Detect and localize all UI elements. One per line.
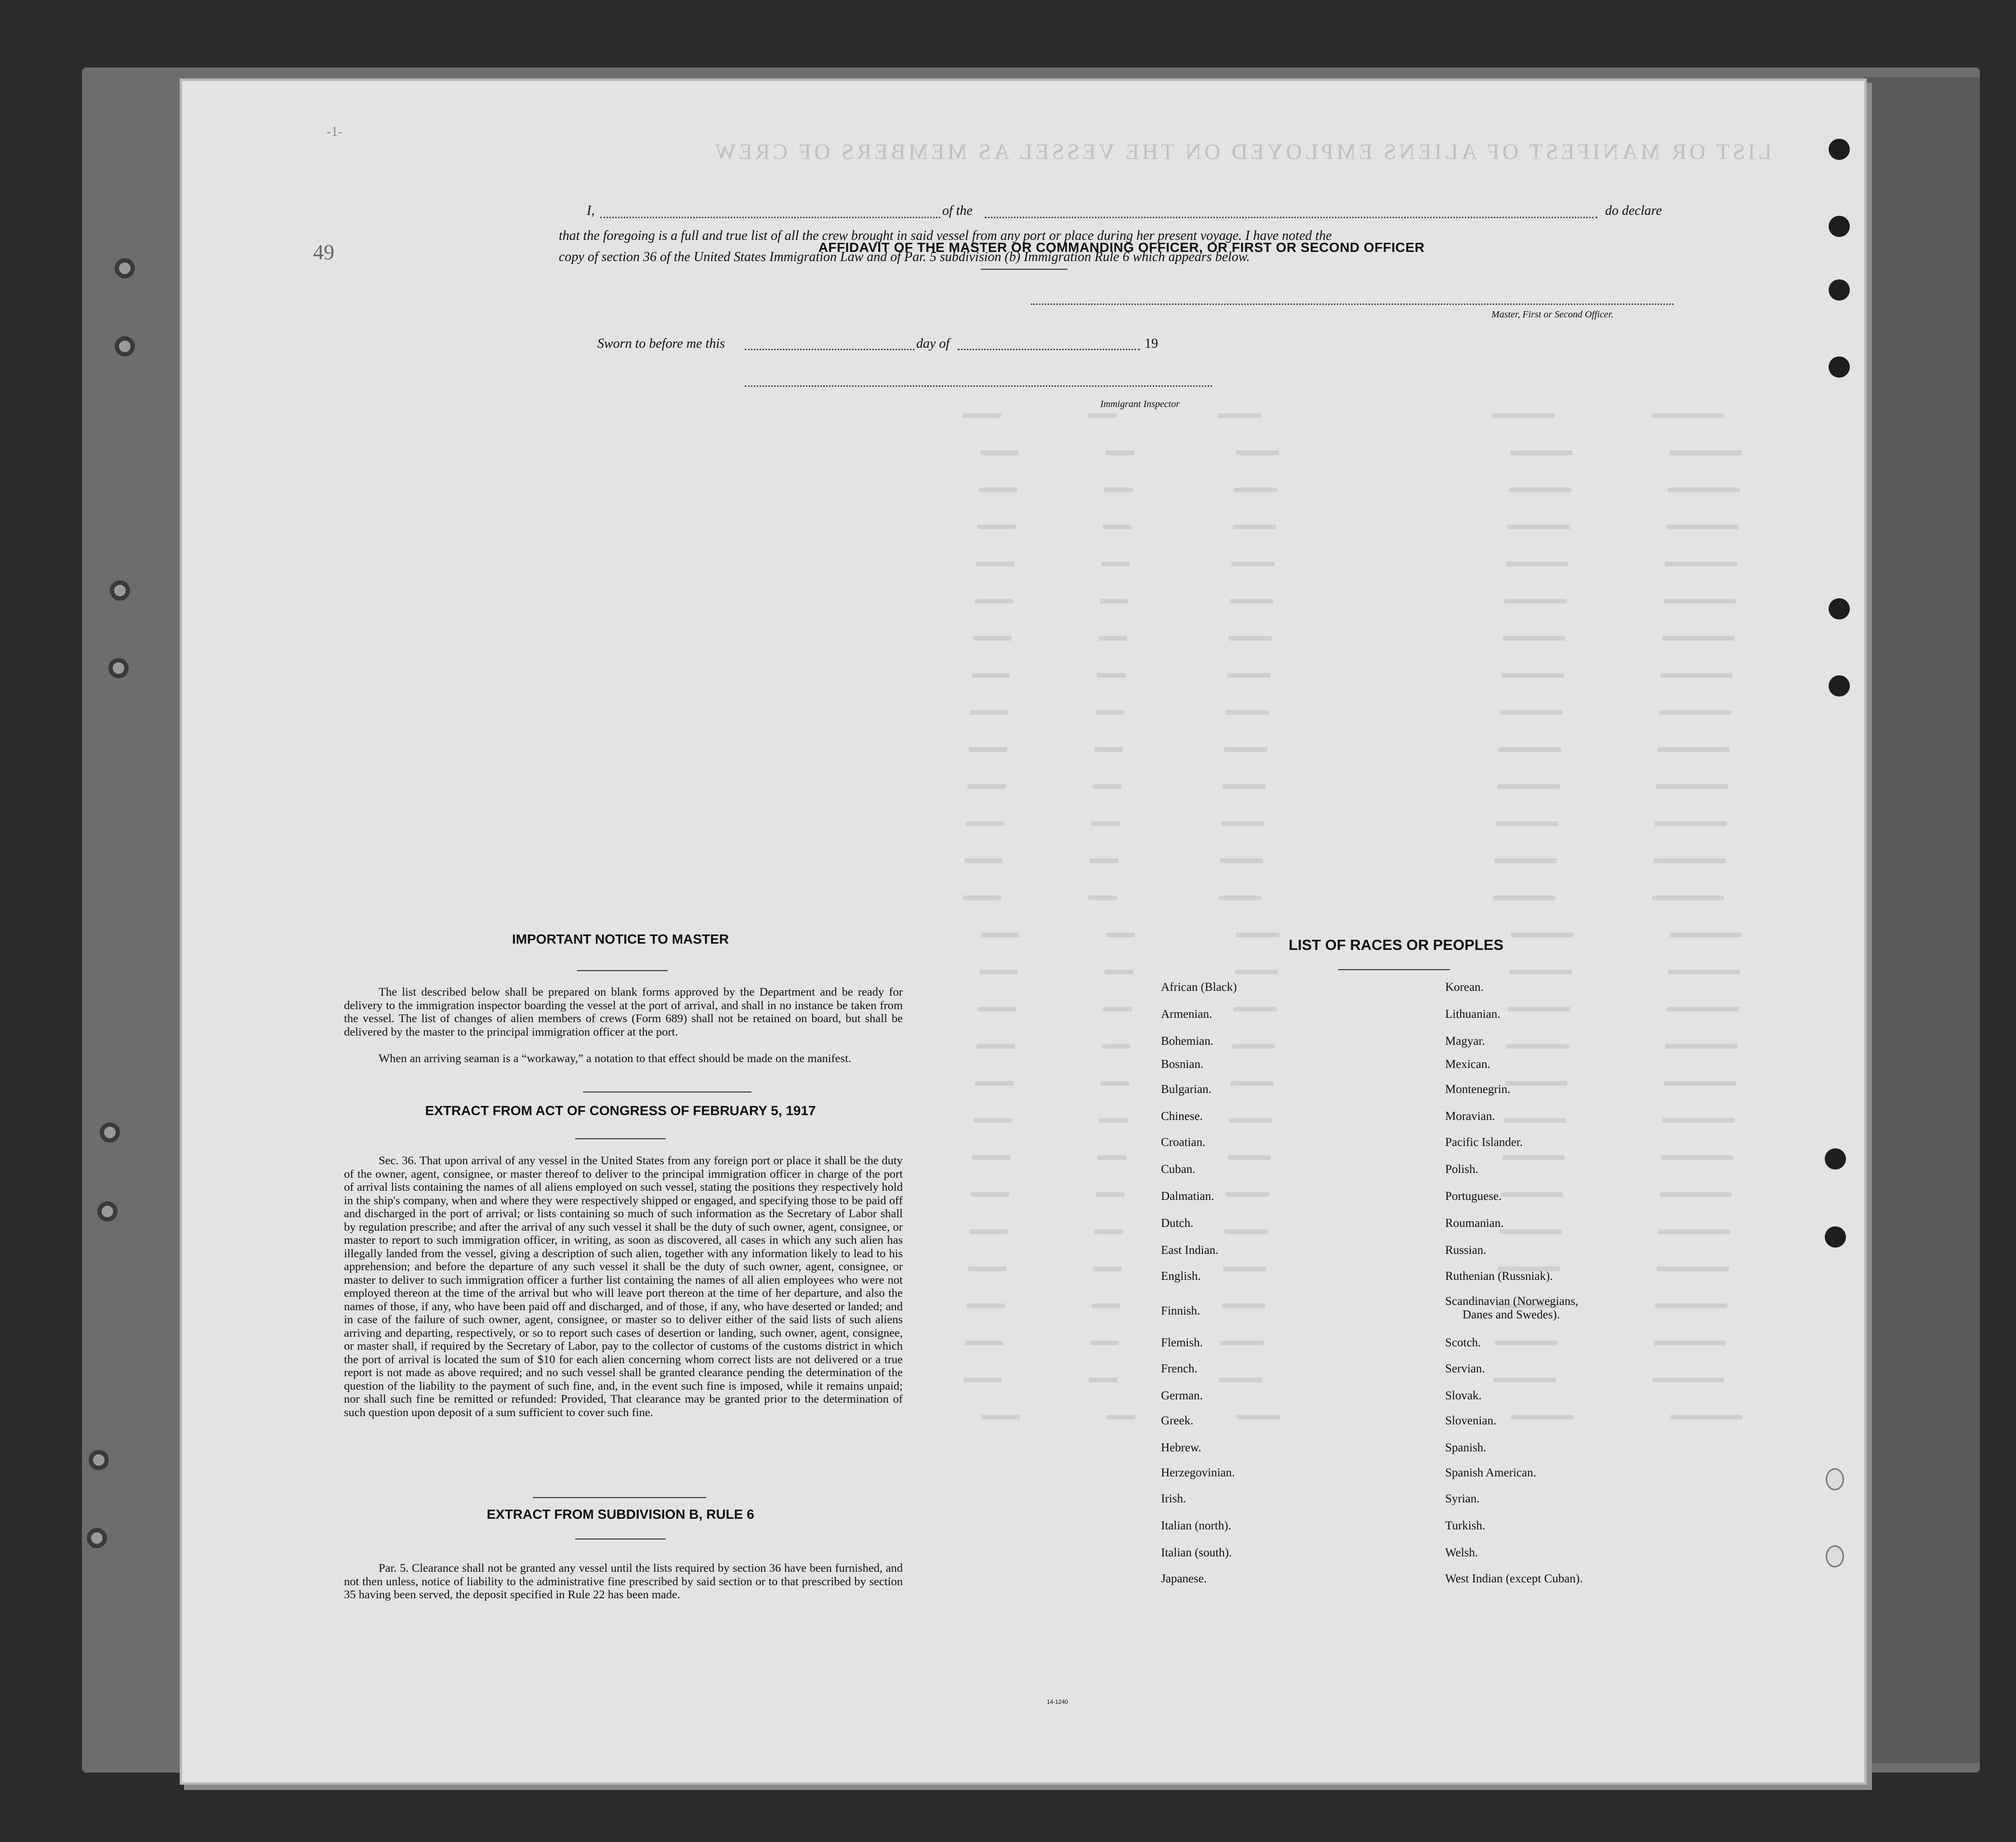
punch-hole	[1826, 1468, 1844, 1490]
bleed-through-mark	[1499, 747, 1561, 752]
race-item: Mexican.	[1445, 1058, 1490, 1071]
page-number: 49	[313, 240, 334, 264]
bleed-through-mark	[1494, 858, 1557, 863]
race-item: Cuban.	[1161, 1163, 1196, 1176]
binder-hole	[87, 1528, 107, 1548]
affidavit-title: AFFIDAVIT OF THE MASTER OR COMMANDING OFFICER, OR FIRST OR SECOND OFFICER	[818, 240, 1425, 255]
bleed-through-mark	[1220, 858, 1263, 863]
race-item: Korean.	[1445, 981, 1484, 994]
race-item: Scotch.	[1445, 1336, 1481, 1349]
divider	[577, 970, 668, 971]
race-item: Bohemian.	[1161, 1035, 1214, 1048]
bleed-through-mark	[1659, 710, 1731, 715]
bleed-through-mark	[966, 821, 1004, 826]
bleed-through-mark	[1097, 1155, 1126, 1160]
punch-hole	[1826, 1545, 1844, 1567]
races-right-column	[1445, 981, 1753, 1703]
bleed-through-mark	[1106, 933, 1135, 937]
bleed-through-mark	[1094, 1229, 1123, 1234]
race-item: Bosnian.	[1161, 1058, 1204, 1071]
affidavit-line1-of: of the	[942, 203, 973, 218]
race-item: Dutch.	[1161, 1217, 1194, 1230]
bleed-through-mark	[972, 673, 1010, 678]
bleed-through-mark	[1097, 673, 1126, 678]
bleed-through-mark	[1233, 525, 1276, 529]
binder-hole	[110, 580, 130, 601]
race-item: Greek.	[1161, 1414, 1194, 1427]
bleed-through-mark	[1660, 673, 1733, 678]
bleed-through-mark	[980, 450, 1019, 455]
race-item: Japanese.	[1161, 1572, 1207, 1585]
inspector-caption: Immigrant Inspector	[1100, 399, 1180, 409]
bleed-through-mark	[969, 1229, 1008, 1234]
sworn-month-field[interactable]	[958, 349, 1140, 350]
race-item: Russian.	[1445, 1244, 1487, 1257]
bleed-through-mark	[1509, 487, 1571, 492]
page-stamp: -1-	[327, 124, 343, 139]
divider	[981, 269, 1067, 270]
bleed-through-mark	[1102, 1044, 1131, 1049]
punch-hole	[1829, 356, 1850, 378]
race-item: Roumanian.	[1445, 1217, 1504, 1230]
bleed-through-mark	[1094, 747, 1123, 752]
race-item: French.	[1161, 1362, 1198, 1375]
divider	[575, 1138, 666, 1139]
race-item: Spanish American.	[1445, 1466, 1536, 1479]
bleed-through-mark	[972, 1155, 1011, 1160]
master-signature-caption: Master, First or Second Officer.	[1491, 309, 1614, 320]
race-item: Scandinavian (Norwegians,	[1445, 1295, 1579, 1308]
bleed-through-mark	[964, 858, 1003, 863]
race-item: Croatian.	[1161, 1136, 1206, 1149]
bleed-through-mark	[1655, 821, 1727, 826]
bleed-through-mark	[1656, 784, 1728, 789]
bleed-through-mark	[1223, 784, 1266, 789]
bleed-through-mark	[979, 487, 1017, 492]
race-item: Danes and Swedes).	[1463, 1308, 1560, 1321]
bleed-through-mark	[970, 710, 1009, 715]
race-item: Slovak.	[1445, 1389, 1482, 1402]
punch-hole	[1829, 216, 1850, 237]
bleed-through-mark	[1088, 895, 1117, 900]
notice-title: IMPORTANT NOTICE TO MASTER	[512, 932, 729, 947]
bleed-through-mark	[969, 747, 1007, 752]
bleed-through-mark	[1088, 413, 1117, 418]
bleed-through-mark	[1221, 821, 1265, 826]
bleed-through-mark	[1090, 858, 1119, 863]
bleed-through-mark	[1235, 970, 1278, 974]
bleed-through-mark	[1492, 413, 1555, 418]
race-item: Turkish.	[1445, 1519, 1486, 1532]
bleed-through-mark	[968, 1266, 1006, 1271]
bleed-through-mark	[1218, 895, 1262, 900]
bleed-through-mark	[1104, 487, 1133, 492]
vessel-field[interactable]	[985, 217, 1597, 218]
bleed-through-mark	[1091, 821, 1120, 826]
sworn-date-field[interactable]	[745, 349, 914, 350]
affidavit-line2: that the foregoing is a full and true list of all the crew brought in said vessel from any port or place during her present voyage. I have noted the	[559, 228, 1332, 243]
bleed-through-mark	[967, 784, 1006, 789]
bleed-through-mark	[971, 1192, 1009, 1197]
punch-hole	[1829, 279, 1850, 301]
bleed-through-mark	[977, 525, 1016, 529]
race-item: Flemish.	[1161, 1336, 1203, 1349]
bleed-through-mark	[1231, 562, 1275, 566]
bleed-through-mark	[963, 1378, 1002, 1382]
race-item: Welsh.	[1445, 1546, 1478, 1559]
race-item: Italian (south).	[1161, 1546, 1232, 1559]
bleed-through-mark	[1089, 1378, 1118, 1382]
race-item: Dalmatian.	[1161, 1190, 1214, 1203]
name-field[interactable]	[600, 217, 940, 218]
punch-hole	[1829, 598, 1850, 619]
bleed-through-mark	[976, 562, 1015, 566]
binder-hole	[97, 1201, 118, 1222]
race-item: Slovenian.	[1445, 1414, 1497, 1427]
race-item: Hebrew.	[1161, 1441, 1201, 1454]
binder-hole	[100, 1122, 120, 1143]
bleed-through-mark	[1509, 970, 1572, 974]
race-item: East Indian.	[1161, 1244, 1219, 1257]
bleed-through-mark	[976, 1044, 1015, 1049]
bleed-through-mark	[1090, 1341, 1119, 1345]
binder-hole	[108, 658, 129, 678]
bleed-through-mark	[1663, 599, 1736, 604]
bleed-through-mark	[1093, 784, 1121, 789]
race-item: English.	[1161, 1270, 1201, 1283]
affidavit-line1-i: I,	[587, 203, 595, 218]
binder-hole	[115, 258, 135, 278]
bleed-through-mark	[1224, 747, 1267, 752]
race-item: Herzegovinian.	[1161, 1466, 1235, 1479]
bleed-through-mark	[1218, 413, 1261, 418]
bleed-through-mark	[1100, 1081, 1129, 1086]
bleed-through-mark	[1500, 710, 1563, 715]
race-item: Spanish.	[1445, 1441, 1487, 1454]
bleed-through-mark	[1653, 858, 1726, 863]
punch-hole	[1825, 1148, 1846, 1170]
bleed-through-mark	[1096, 1192, 1125, 1197]
race-item: German.	[1161, 1389, 1203, 1402]
bleed-through-mark	[1669, 450, 1741, 455]
bleed-through-mark	[1227, 673, 1270, 678]
binder-hole	[115, 336, 135, 356]
bleed-through-mark	[1106, 450, 1134, 455]
bleed-through-mark	[966, 1303, 1005, 1308]
race-item: Finnish.	[1161, 1304, 1200, 1317]
bleed-through-mark	[1668, 487, 1740, 492]
bleed-through-mark	[1670, 933, 1742, 937]
day-of-label: day of	[916, 336, 950, 351]
bleed-through-mark	[1101, 562, 1130, 566]
bleed-through-mark	[1103, 525, 1132, 529]
bleed-through-mark	[1098, 636, 1127, 641]
bleed-through-mark	[1105, 970, 1133, 974]
punch-hole	[1825, 1226, 1846, 1248]
affidavit-line3: copy of section 36 of the United States Immigration Law and of Par. 5 subdivision (b) Immigration Rule 6 which appears below.	[559, 250, 1250, 264]
bleed-through-mark	[975, 599, 1013, 604]
sworn-label: Sworn to before me this	[597, 336, 725, 351]
bleed-through-mark	[1651, 413, 1724, 418]
bleed-through-mark	[1103, 1007, 1132, 1012]
race-item: Bulgarian.	[1161, 1083, 1212, 1096]
bleed-through-mark	[1107, 1415, 1135, 1420]
bleed-through-mark	[981, 933, 1019, 937]
race-item: Armenian.	[1161, 1008, 1212, 1021]
punch-hole	[1829, 675, 1850, 697]
year-label: 19	[1145, 336, 1158, 351]
master-signature-field[interactable]	[1031, 303, 1673, 305]
races-left-column	[1161, 981, 1431, 1703]
bleed-through-mark	[1228, 636, 1272, 641]
affidavit-line1-declare: do declare	[1605, 203, 1662, 218]
bleed-through-mark	[974, 1118, 1012, 1123]
bleed-through-mark	[979, 970, 1018, 974]
bleed-through-mark	[1092, 1303, 1120, 1308]
bleed-through-mark	[1666, 525, 1739, 529]
extract-act-title: EXTRACT FROM ACT OF CONGRESS OF FEBRUARY 5, 1917	[425, 1103, 816, 1118]
race-item: Ruthenian (Russniak).	[1445, 1270, 1553, 1283]
bleed-through-mark	[1225, 710, 1269, 715]
bleed-through-mark	[1230, 599, 1273, 604]
bleed-through-mark	[1503, 636, 1566, 641]
race-item: Italian (north).	[1161, 1519, 1231, 1532]
race-item: African (Black)	[1161, 981, 1237, 994]
bleed-through-mark	[978, 1007, 1016, 1012]
bleed-through-title: LIST OR MANIFEST OF ALIENS EMPLOYED ON THE VESSEL AS MEMBERS OF CREW	[712, 139, 1772, 164]
race-item: Portuguese.	[1445, 1190, 1502, 1203]
bleed-through-mark	[1510, 450, 1573, 455]
bleed-through-mark	[1093, 1266, 1122, 1271]
bleed-through-mark	[1236, 450, 1279, 455]
bleed-through-mark	[1502, 673, 1564, 678]
divider	[533, 1497, 706, 1498]
bleed-through-mark	[1665, 562, 1737, 566]
extract-act-body: Sec. 36. That upon arrival of any vessel in the United States from any foreign port or place it shall be the duty of the owner, agent, consignee, or master thereof to deliver to the principal immigration officer in charge of the port of arrival lists containing the names of all aliens employed on such vessel, stating the positions they respectively hold in the ship's company, when and where they were respectively shipped or engaged, and specifying those to be paid off and discharged in the port of arrival; or lists containing so much of such information as the Secretary of Labor shall by regulation prescribe; and after the arrival of any such vessel it shall be the duty of such owner, agent, consignee, or master to report to such immigration officer, in writing, as soon as discovered, all cases in which any such alien has illegally landed from the vessel, giving a description of such alien, together with any information likely to lead to his apprehension; and before the departure of any such vessel it shall be the duty of such owner, agent, consignee, or master to deliver to such immigration officer a further list containing the names of all alien employees who were not employed thereon at the time of the arrival but who will leave port thereon at the time of her departure, and also the names of those, if any, who have been paid off and discharged, and of those, if any, who have deserted or landed; and in case of the failure of such owner, agent, consignee, or master so to deliver either of the said lists of such aliens arriving and departing, respectively, or so to report such cases of desertion or landing, such owner, agent, consignee, or master shall, if required by the Secretary of Labor, pay to the collector of customs of the customs district in which the port of arrival is located the sum of $10 for each alien concerning whom correct lists are not delivered or a true report is not made as above required; and no such vessel shall be granted clearance pending the determination of the question of the liability to the payment of such fine, and, in the event such fine is imposed, while it remains unpaid; nor shall such fine be remitted or refunded: Provided, That clearance may be granted prior to the determination of such question upon deposit of a sum sufficient to cover such fine.	[344, 1154, 903, 1419]
bleed-through-mark	[965, 1341, 1003, 1345]
race-item: Montenegrin.	[1445, 1083, 1511, 1096]
bleed-through-mark	[1506, 562, 1568, 566]
folder-backing-edge	[1864, 77, 1980, 1763]
race-item: Polish.	[1445, 1163, 1478, 1176]
manifest-page	[182, 81, 1864, 1782]
bleed-through-mark	[1095, 710, 1124, 715]
race-item: Chinese.	[1161, 1110, 1203, 1123]
extract-rule-title: EXTRACT FROM SUBDIVISION B, RULE 6	[487, 1507, 754, 1522]
form-number: 14-1240	[1047, 1698, 1068, 1705]
race-item: Pacific Islander.	[1445, 1136, 1523, 1149]
race-item: Syrian.	[1445, 1492, 1480, 1505]
notice-paragraph: When an arriving seaman is a “workaway,” a notation to that effect should be made on the manifest.	[379, 1052, 852, 1065]
bleed-through-mark	[1497, 784, 1560, 789]
race-item: Magyar.	[1445, 1035, 1485, 1048]
bleed-through-mark	[1662, 636, 1734, 641]
race-item: Moravian.	[1445, 1110, 1495, 1123]
extract-rule-body: Par. 5. Clearance shall not be granted any vessel until the lists required by section 36 have been furnished, and not then unless, notice of liability to the administrative fine prescribed by said section or to that prescribed by section 35 having been served, the deposit specified in Rule 22 has been made.	[344, 1562, 903, 1601]
bleed-through-mark	[1507, 525, 1570, 529]
bleed-through-mark	[1504, 599, 1567, 604]
bleed-through-mark	[1668, 970, 1740, 974]
race-item: Servian.	[1445, 1362, 1485, 1375]
bleed-through-mark	[963, 895, 1001, 900]
notice-paragraph: The list described below shall be prepared on blank forms approved by the Department and be ready for delivery to the immigration inspector boarding the vessel at the port of arrival, and shall in no instance be taken from the vessel. The list of changes of alien members of crews (Form 689) shall not be retained on board, but shall be delivered by the master to the principal immigration officer at the port.	[344, 986, 903, 1039]
divider	[1338, 969, 1450, 970]
punch-hole	[1829, 139, 1850, 160]
race-item: Irish.	[1161, 1492, 1186, 1505]
bleed-through-mark	[1099, 1118, 1128, 1123]
race-item: Lithuanian.	[1445, 1008, 1501, 1021]
bleed-through-mark	[981, 1415, 1020, 1420]
race-item: West Indian (except Cuban).	[1445, 1572, 1583, 1585]
bleed-through-mark	[1652, 895, 1724, 900]
bleed-through-mark	[1496, 821, 1558, 826]
bleed-through-mark	[973, 636, 1012, 641]
binder-hole	[89, 1450, 109, 1470]
bleed-through-mark	[1234, 487, 1278, 492]
races-title: LIST OF RACES OR PEOPLES	[1288, 936, 1504, 953]
inspector-signature-field[interactable]	[745, 385, 1212, 387]
bleed-through-mark	[1658, 747, 1730, 752]
bleed-through-mark	[1493, 895, 1555, 900]
bleed-through-mark	[962, 413, 1001, 418]
bleed-through-mark	[975, 1081, 1014, 1086]
bleed-through-mark	[1100, 599, 1129, 604]
